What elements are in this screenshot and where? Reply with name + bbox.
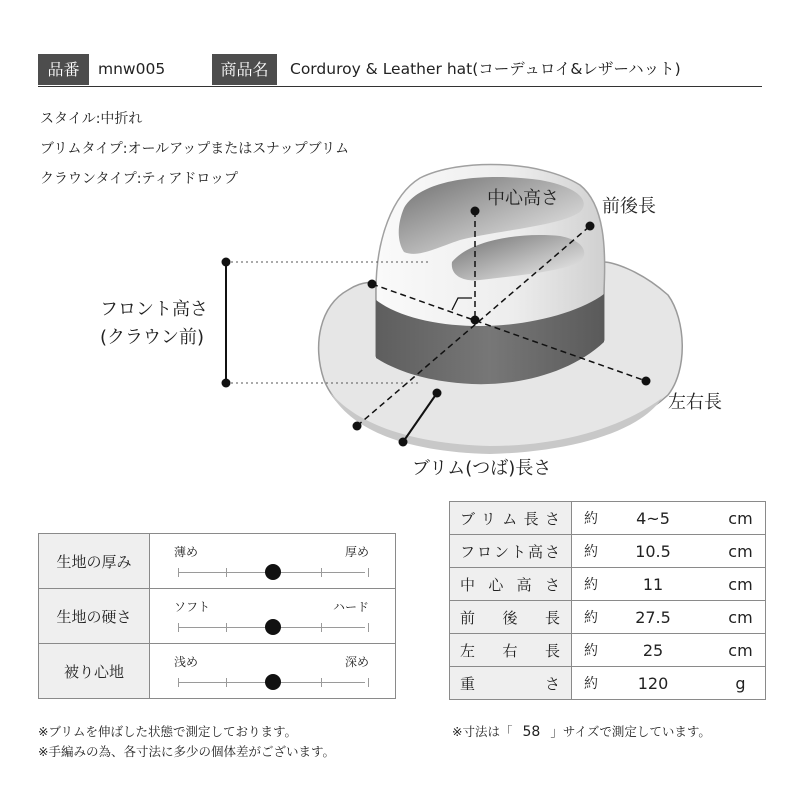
scale-tick [178,568,179,577]
code-label: 品番 [38,54,89,85]
brim-length-marker-top [433,389,442,398]
name-value: Corduroy & Leather hat(コーデュロイ&レザーハット) [290,60,681,78]
label-front-height-1: フロント高さ [100,299,208,320]
note-size-prefix: ※寸法は「 [452,724,513,739]
size-unit: cm [702,601,766,634]
scale-tick [321,623,322,632]
size-row [450,601,766,634]
size-name: フロント高さ [450,535,572,568]
size-value: 120 [604,667,702,700]
size-name: 左右長 [450,634,572,667]
size-value: 10.5 [604,535,702,568]
size-value: 4~5 [604,502,702,535]
scale-tick [226,568,227,577]
center-height-marker-bottom [471,316,480,325]
center-height-marker-top [471,207,480,216]
front-back-marker-front [353,422,362,431]
size-unit: cm [702,502,766,535]
size-value: 25 [604,634,702,667]
left-right-marker-left [368,280,377,289]
scale-tick [226,678,227,687]
spec-brim-type: ブリムタイプ:オールアップまたはスナップブリム [40,141,350,157]
property-name: 生地の硬さ [39,589,150,644]
note-size [452,722,711,740]
note-size-suffix: 」サイズで測定しています。 [550,724,711,739]
scale-marker [265,564,281,580]
scale-tick [368,568,369,577]
size-row [450,535,766,568]
code-value: mnw005 [98,60,166,78]
property-row [39,534,396,589]
size-unit: g [702,667,766,700]
label-front-back: 前後長 [602,196,656,217]
brim-length-marker-bottom [399,438,408,447]
size-unit: cm [702,535,766,568]
property-scale [150,534,396,589]
scale-tick [226,623,227,632]
scale-right-label: 深め [344,655,369,669]
properties-table [38,533,396,699]
scale-tick [178,623,179,632]
size-approx: 約 [572,535,605,568]
size-approx: 約 [572,601,605,634]
size-name: 前後長 [450,601,572,634]
scale-marker [265,674,281,690]
size-value: 11 [604,568,702,601]
scale-tick [321,678,322,687]
front-back-marker-back [586,222,595,231]
size-row [450,667,766,700]
scale-right-label: 厚め [344,545,369,559]
label-center-height: 中心高さ [487,188,559,209]
sizes-table [449,501,766,700]
scale-left-label: 浅め [174,655,199,669]
size-unit: cm [702,634,766,667]
scale-tick [178,678,179,687]
size-approx: 約 [572,568,605,601]
property-name: 被り心地 [39,644,150,699]
property-name: 生地の厚み [39,534,150,589]
note-handmade: ※手編みの為、各寸法に多少の個体差がございます。 [38,744,335,759]
scale-tick [321,568,322,577]
spec-style: スタイル:中折れ [40,111,143,127]
property-scale [150,644,396,699]
front-height-marker-top [222,258,231,267]
scale-left-label: 薄め [174,545,199,559]
size-row [450,568,766,601]
size-approx: 約 [572,502,605,535]
size-approx: 約 [572,667,605,700]
property-row [39,644,396,699]
note-size-value: 58 [522,724,541,740]
size-row [450,634,766,667]
size-unit: cm [702,568,766,601]
scale-tick [368,623,369,632]
spec-crown-type: クラウンタイプ:ティアドロップ [40,171,239,187]
label-brim-length: ブリム(つば)長さ [412,458,552,479]
property-row [39,589,396,644]
scale-marker [265,619,281,635]
front-height-marker-bottom [222,379,231,388]
label-left-right: 左右長 [668,392,722,413]
size-name: ブリム長さ [450,502,572,535]
scale-tick [368,678,369,687]
left-right-marker-right [642,377,651,386]
size-name: 重さ [450,667,572,700]
note-brim: ※ブリムを伸ばした状態で測定しております。 [38,724,297,739]
name-label: 商品名 [212,54,277,85]
label-front-height-2: (クラウン前) [100,327,205,348]
scale-right-label: ハード [332,600,369,614]
size-row [450,502,766,535]
property-scale [150,589,396,644]
size-name: 中心高さ [450,568,572,601]
size-value: 27.5 [604,601,702,634]
size-approx: 約 [572,634,605,667]
scale-left-label: ソフト [174,600,211,614]
